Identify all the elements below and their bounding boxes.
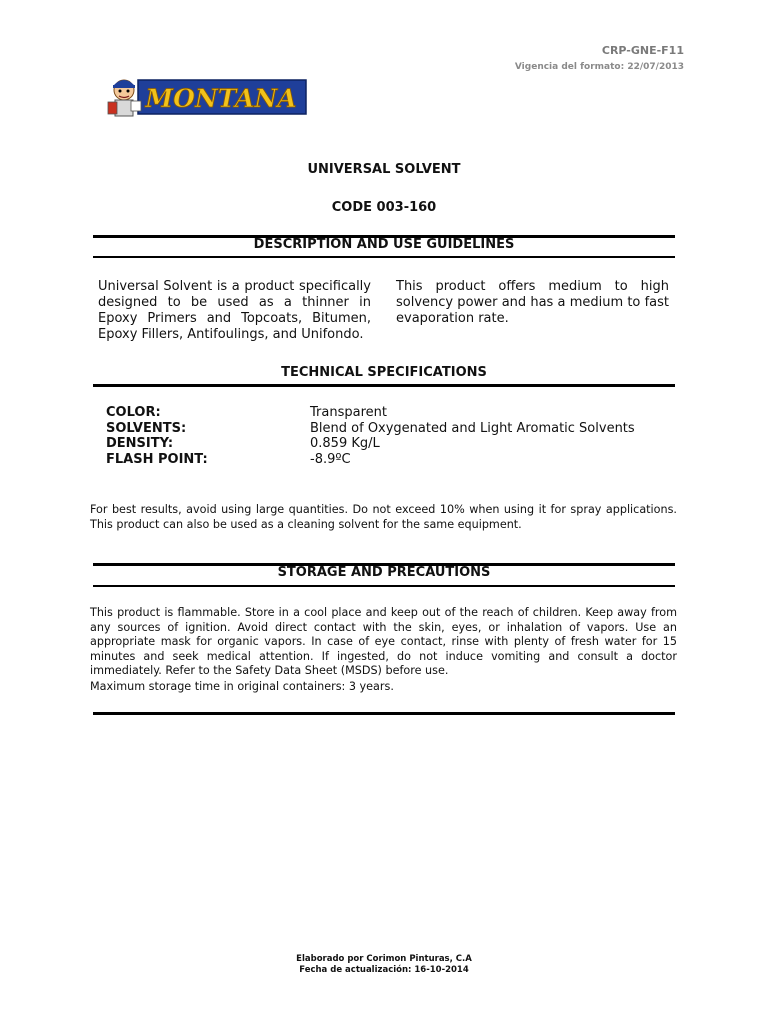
spec-label-flash-point: FLASH POINT:	[106, 452, 208, 467]
max-storage-time: Maximum storage time in original containers: 3 years.	[90, 680, 394, 693]
section-rule	[93, 256, 675, 258]
section-rule	[93, 585, 675, 587]
spec-label-color: COLOR:	[106, 405, 161, 420]
form-code: CRP-GNE-F11	[601, 44, 684, 57]
usage-note: For best results, avoid using large quantities. Do not exceed 10% when using it for spray applications. This product can also be used as a cleaning solvent for the same equipment.	[90, 503, 677, 531]
specs-heading: TECHNICAL SPECIFICATIONS	[281, 365, 487, 380]
format-validity: Vigencia del formato: 22/07/2013	[514, 62, 684, 72]
description-heading: DESCRIPTION AND USE GUIDELINES	[253, 237, 515, 252]
logo-wordmark: MONTANA	[145, 84, 297, 113]
storage-text: This product is flammable. Store in a cool place and keep out of the reach of children. Keep away from any sources of ignition. Avoid direct contact with the skin, eyes, or inhalation of vapors. Use an appropriate mask for organic vapors. In case of eye contact, rinse with plenty of fresh water for 15 minutes and seek medical attention. If ingested, do not induce vomiting and consult a doctor immediately. Refer to the Safety Data Sheet (MSDS) before use.	[90, 606, 677, 677]
description-left-text: Universal Solvent is a product specifically designed to be used as a thinner in Epoxy Primers and Topcoats, Bitumen, Epoxy Fillers, Antifoulings, and Unifondo.	[98, 279, 371, 342]
prepared-by: Elaborado por Corimon Pinturas, C.A	[296, 954, 472, 964]
spec-value-density: 0.859 Kg/L	[310, 436, 380, 451]
product-name: UNIVERSAL SOLVENT	[307, 162, 461, 177]
spec-value-flash-point: -8.9ºC	[310, 452, 351, 467]
update-date: Fecha de actualización: 16-10-2014	[299, 965, 469, 975]
section-rule	[93, 712, 675, 715]
montana-logo-graphic	[104, 72, 308, 122]
montana-logo	[104, 72, 308, 122]
description-right-text: This product offers medium to high solvency power and has a medium to fast evaporation rate.	[396, 279, 669, 326]
section-rule	[93, 384, 675, 387]
spec-value-solvents: Blend of Oxygenated and Light Aromatic Solvents	[310, 421, 635, 436]
spec-value-color: Transparent	[310, 405, 387, 420]
spec-label-solvents: SOLVENTS:	[106, 421, 187, 436]
product-code: CODE 003-160	[331, 200, 437, 215]
storage-heading: STORAGE AND PRECAUTIONS	[277, 565, 491, 580]
spec-label-density: DENSITY:	[106, 436, 174, 451]
